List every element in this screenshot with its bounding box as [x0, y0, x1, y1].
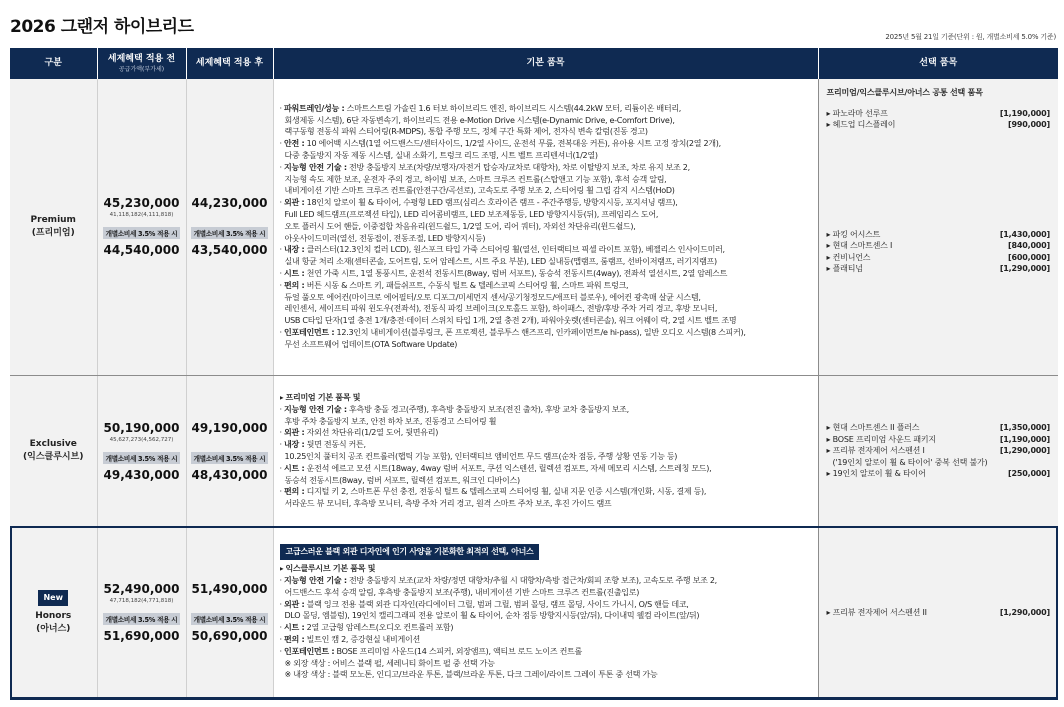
feature-text: 무선 소프트웨어 업데이트(OTA Software Update) — [284, 339, 458, 349]
feature-text: 18인치 알로이 휠 & 타이어, 수평형 LED 램프(심리스 호라이즌 램프 - 주간주행등, 방향지시등, 포지셔닝 램프), — [304, 198, 678, 208]
options-group-2 — [827, 229, 1051, 275]
feature-bullet: · — [279, 599, 285, 609]
tax-35-badge: 개별소비세 3.5% 적용 시 — [191, 613, 269, 625]
feature-text: 전방 충돌방지 보조(차량/보행자/자전거 탑승자/교차로 대향차), 차로 이탈방지 보조, 차로 유지 보조 2, — [346, 162, 690, 172]
trim-name-exclusive — [10, 375, 97, 527]
feature-line — [280, 197, 816, 209]
feature-bullet: · — [279, 269, 285, 279]
new-badge: New — [38, 590, 68, 606]
feature-text: 지능형 속도 제한 보조, 운전자 주의 경고, 하이빔 보조, 스마트 크루즈 컨트롤(스탑앤고 기능 포함), 후석 승객 알림, — [284, 174, 667, 184]
feature-category: 외관 : — [284, 428, 305, 438]
feature-text: 뒷면 전동식 커튼, — [304, 440, 366, 450]
feature-text: 운전석 에르고 모션 시트(18way, 4way 럼버 서포트, 쿠션 익스텐션, 릴렉션 컴포트, 자세 메모리 시스템, 스트레칭 모드), — [304, 463, 712, 473]
feature-line — [280, 280, 816, 292]
tax-35-badge: 개별소비세 3.5% 적용 시 — [191, 452, 269, 464]
feature-category: 지능형 안전 기술 : — [284, 162, 347, 172]
features-honors — [273, 527, 818, 699]
feature-text: 스마트스트림 가솔린 1.6 터보 하이브리드 엔진, 하이브리드 시스템(44.2kW 모터, 리튬이온 배터리, — [344, 103, 682, 113]
feature-category: 익스클루시브 기본 품목 및 — [285, 564, 376, 574]
option-name: ▸ BOSE 프리미엄 사운드 패키지 — [826, 434, 936, 444]
feature-bullet: ▸ — [279, 393, 286, 403]
price-before-35-value: 49,430,000 — [103, 467, 180, 482]
feature-text: 2열 고급형 암레스트(오디오 컨트롤러 포함) — [304, 623, 454, 633]
feature-line — [280, 563, 816, 575]
header-after-tax: 세제혜택 적용 후 — [186, 48, 273, 79]
feature-line — [280, 185, 816, 197]
feature-line — [280, 315, 816, 327]
feature-text: 회생제동 시스템), 6단 자동변속기, 하이브리드 전용 e-Motion Drive 시스템(e-Dynamic Drive, e-Comfort Drive), — [284, 115, 675, 125]
option-name: ▸ 파노라마 선루프 — [826, 109, 888, 118]
price-before-value: 45,230,000 — [103, 196, 180, 211]
feature-category: 시트 : — [284, 623, 305, 633]
feature-line — [280, 209, 816, 221]
feature-text: 후방 주차 충돌방지 보조, 안전 하차 보조, 진동경고 스티어링 휠 — [284, 416, 497, 426]
feature-text: 10.25인치 풀터치 공조 컨트롤러(햅틱 기능 포함), 인터랙티브 앰비언트 무드 램프(순차 점등, 주행 상황 연동 기능 등) — [284, 452, 678, 461]
feature-text: 듀얼 풀오토 에어컨(마이크로 에어필터/오토 디포그/미세먼지 센서/공기청정모드/애프터 블로우), 에어컨 광촉매 살균 시스템, — [284, 292, 701, 302]
options-exclusive — [818, 375, 1058, 527]
feature-bullet: · — [279, 428, 285, 438]
option-item — [827, 229, 1051, 240]
feature-line — [280, 174, 816, 186]
feature-text: 블랙 잉크 전용 블랙 외관 디자인(라디에이터 그릴, 범퍼 그릴, 범퍼 몰딩, 램프 몰딩, 사이드 가니시, O/S 핸들 데코, — [304, 599, 689, 609]
page-title: 2026 그랜저 하이브리드 — [10, 17, 194, 37]
feature-category: 인포테인먼트 : — [284, 328, 335, 338]
header-options: 선택 품목 — [818, 48, 1058, 79]
feature-bullet: · — [279, 245, 285, 255]
table-header-row — [10, 48, 1058, 79]
feature-bullet: · — [279, 487, 285, 497]
feature-category: 지능형 안전 기술 : — [284, 404, 347, 414]
price-after-35-value: 50,690,000 — [191, 629, 268, 644]
option-price: [1,350,000] — [999, 423, 1050, 433]
feature-line — [280, 599, 816, 611]
feature-text: USB C타입 단자(1열 충전 1개/충전·데이터 스위치 타입 1개, 2열 충전 2개), 파워아웃렛(센터콘솔), 워크 어웨이 락, 2열 시트 벨트 조명 — [284, 316, 737, 326]
option-price: [1,290,000] — [999, 446, 1050, 456]
feature-line — [280, 138, 816, 150]
trim-name-kr: (프리미엄) — [31, 227, 75, 238]
feature-line — [280, 669, 816, 681]
feature-line — [280, 233, 816, 245]
common-options-heading: 프리미엄/익스클루시브/아너스 공통 선택 품목 — [826, 88, 983, 97]
price-before-exclusive — [97, 375, 186, 527]
feature-category: 시트 : — [284, 269, 305, 279]
supply-price: 41,118,182(4,111,818) — [109, 212, 174, 219]
feature-line — [280, 439, 816, 451]
price-before-value: 52,490,000 — [103, 582, 180, 597]
feature-category: 프리미엄 기본 품목 및 — [285, 393, 361, 403]
price-after-honors — [186, 527, 273, 699]
feature-bullet: · — [279, 463, 285, 473]
feature-bullet: · — [279, 280, 285, 290]
option-price: [1,190,000] — [999, 434, 1050, 444]
feature-text: 레인센서, 세이프티 파워 윈도우(전좌석), 전동식 파킹 브레이크(오토홀드 포함), 하이패스, 전방/후방 주차 거리 경고, 후방 모니터, — [284, 304, 718, 314]
trim-row-exclusive — [10, 375, 1058, 527]
trim-name-kr: (아너스) — [36, 623, 71, 634]
feature-bullet: · — [279, 103, 285, 113]
feature-text: 오토 플러시 도어 핸들, 이중접합 차음유리(윈드쉴드, 1/2열 도어, 리어 쿼터), 자외선 차단유리(윈드쉴드), — [284, 221, 636, 231]
option-price: [600,000] — [1008, 252, 1050, 262]
feature-line — [280, 475, 816, 487]
feature-line — [280, 498, 816, 510]
price-after-premium — [186, 79, 273, 375]
feature-bullet: · — [279, 623, 285, 633]
option-name: ▸ 19인치 알로이 휠 & 타이어 — [826, 469, 926, 479]
feature-category: 시트 : — [284, 463, 305, 473]
feature-line — [280, 103, 816, 115]
option-name: ('19인치 알로이 휠 & 타이어' 중복 선택 불가) — [832, 457, 988, 467]
feature-bullet: · — [279, 440, 285, 450]
trim-name-honors — [10, 527, 97, 699]
feature-category: 내장 : — [284, 440, 305, 450]
feature-category: 편의 : — [284, 280, 305, 290]
options-premium — [818, 79, 1058, 375]
feature-line — [280, 256, 816, 268]
price-after-35-value: 48,430,000 — [191, 467, 268, 482]
features-premium — [273, 79, 818, 375]
feature-line — [280, 150, 816, 162]
option-price: [1,430,000] — [999, 229, 1050, 239]
feature-bullet: · — [279, 646, 285, 656]
tax-35-badge: 개별소비세 3.5% 적용 시 — [103, 613, 181, 625]
feature-text: 랙구동형 전동식 파워 스티어링(R-MDPS), 통합 주행 모드, 정체 구간 특화 제어, 전자식 변속 칼럼(진동 경고) — [284, 127, 648, 137]
option-item — [827, 252, 1051, 263]
feature-line — [280, 126, 816, 138]
feature-line — [280, 221, 816, 233]
option-price: [840,000] — [1008, 241, 1050, 251]
option-price: [1,190,000] — [999, 109, 1050, 118]
price-before-premium — [97, 79, 186, 375]
header-before-tax — [97, 48, 186, 79]
tax-35-badge: 개별소비세 3.5% 적용 시 — [191, 227, 269, 239]
feature-line — [280, 587, 816, 599]
feature-line — [280, 162, 816, 174]
tax-35-badge: 개별소비세 3.5% 적용 시 — [103, 227, 181, 239]
feature-bullet: ▸ — [279, 564, 286, 574]
option-name: ▸ 프리뷰 전자제어 서스펜션 II — [826, 608, 927, 618]
trim-row-honors — [10, 527, 1058, 699]
price-before-value: 50,190,000 — [103, 420, 180, 435]
feature-bullet: · — [279, 634, 285, 644]
price-before-honors — [97, 527, 186, 699]
feature-text: 서라운드 뷰 모니터, 후측방 모니터, 측방 주차 거리 경고, 원격 스마트 주차 보조, 후진 가이드 램프 — [284, 499, 612, 509]
feature-bullet: · — [279, 139, 285, 149]
price-before-35-value: 51,690,000 — [103, 629, 180, 644]
feature-text: 12.3인치 내비게이션(블루링크, 폰 프로젝션, 블루투스 핸즈프리, 인카페이먼트/e hi-pass), 일반 오디오 시스템(8 스피커), — [334, 328, 746, 338]
feature-text: ※ 내장 색상 : 블랙 모노톤, 인디고/브라운 투톤, 블랙/브라운 투톤, 다크 그레이/라이트 그레이 투톤 중 선택 가능 — [284, 670, 658, 680]
feature-category: 편의 : — [284, 634, 305, 644]
feature-category: 편의 : — [284, 487, 305, 497]
feature-line — [280, 658, 816, 670]
option-name: ▸ 파킹 어시스트 — [826, 229, 881, 239]
feature-line — [280, 404, 816, 416]
option-price: [250,000] — [1008, 469, 1050, 479]
feature-text: 내비게이션 기반 스마트 크루즈 컨트롤(안전구간/곡선로), 고속도로 주행 보조 2, 스티어링 휠 그립 감지 시스템(HoD) — [284, 186, 675, 196]
option-name: ▸ 현대 스마트센스 I — [826, 241, 893, 251]
supply-price: 45,627,273(4,562,727) — [109, 436, 174, 443]
tax-35-badge: 개별소비세 3.5% 적용 시 — [103, 452, 181, 464]
feature-text: 어드밴스드 후석 승객 알림, 후측방 충돌방지 보조(주행), 내비게이션 기반 스마트 크루즈 컨트롤(진출입로) — [284, 587, 640, 597]
option-item — [827, 422, 1051, 433]
feature-category: 인포테인먼트 : — [284, 646, 335, 656]
feature-line — [280, 115, 816, 127]
feature-line — [280, 634, 816, 646]
feature-line — [280, 486, 816, 498]
feature-line — [280, 575, 816, 587]
feature-line — [280, 392, 816, 404]
option-item — [827, 240, 1051, 251]
feature-category: 외관 : — [284, 198, 305, 208]
option-item — [827, 263, 1051, 274]
option-name: ▸ 현대 스마트센스 II 플러스 — [826, 423, 920, 433]
feature-line — [280, 622, 816, 634]
feature-bullet: · — [279, 162, 285, 172]
features-exclusive — [273, 375, 818, 527]
feature-bullet: · — [279, 198, 285, 208]
trim-name-kr: (익스클루시브) — [23, 452, 84, 462]
option-price: [1,290,000] — [999, 264, 1050, 274]
option-name: ▸ 프리뷰 전자제어 서스펜션 I — [826, 446, 925, 456]
feature-text: 다중 충돌방지 자동 제동 시스템, 실내 소화기, 트렁크 리드 조명, 시트 벨트 프리텐셔너(1/2열) — [284, 151, 598, 161]
trim-row-premium — [10, 79, 1058, 375]
header-before-sub: 공급가액(부가세) — [118, 65, 165, 73]
feature-text: 빌트인 캠 2, 증강현실 내비게이션 — [304, 634, 420, 644]
trim-name-en: Premium — [30, 214, 76, 225]
honors-feature-list — [280, 563, 816, 681]
options-group-1 — [827, 108, 1051, 131]
trim-name-en: Exclusive — [29, 438, 77, 449]
option-price: [1,290,000] — [999, 608, 1050, 618]
feature-text: ※ 외장 색상 : 어비스 블랙 펄, 세레니티 화이트 펄 중 선택 가능 — [284, 658, 495, 668]
feature-category: 내장 : — [284, 245, 305, 255]
option-item — [827, 468, 1051, 479]
price-after-value: 44,230,000 — [191, 196, 268, 211]
feature-bullet: · — [279, 328, 285, 338]
feature-line — [280, 451, 816, 463]
feature-line — [280, 268, 816, 280]
supply-price: 47,718,182(4,771,818) — [109, 598, 174, 605]
feature-line — [280, 327, 816, 339]
price-basis-note: 2025년 5월 21일 기준(단위 : 원, 개별소비세 5.0% 기준) — [885, 33, 1056, 41]
honors-highlight-banner: 고급스러운 블랙 외관 디자인에 인기 사양을 기본화한 최적의 선택, 아너스 — [280, 544, 540, 560]
feature-text: 10 에어백 시스템(1열 어드밴스드/센터사이드, 1/2열 사이드, 운전석 무릎, 전복대응 커튼), 유아용 시트 고정 장치(2열 2개), — [304, 139, 721, 149]
feature-text: 후측방 충돌 경고(주행), 후측방 충돌방지 보조(전진 출차), 후방 교차 충돌방지 보조, — [346, 404, 629, 414]
feature-text: 동승석 전동시트(8way, 럼버 서포트, 릴렉션 컴포트, 워크인 디바이스) — [284, 475, 520, 485]
option-name: ▸ 플래티넘 — [826, 264, 863, 274]
feature-line — [280, 463, 816, 475]
feature-text: DLO 몰딩, 엠블럼), 19인치 캘리그래피 전용 알로이 휠 & 타이어, 순차 점등 방향지시등(앞/뒤), 다이내믹 웰컴 라이트(앞/뒤) — [284, 611, 700, 621]
price-after-value: 51,490,000 — [191, 582, 268, 597]
feature-line — [280, 339, 816, 351]
header-category: 구분 — [10, 48, 97, 79]
feature-category: 지능형 안전 기술 : — [284, 575, 347, 585]
feature-line — [280, 610, 816, 622]
option-item — [827, 445, 1051, 456]
feature-category: 안전 : — [284, 139, 305, 149]
feature-category: 외관 : — [284, 599, 305, 609]
feature-text: 아웃사이드미러(열선, 전동접이, 전동조절, LED 방향지시등) — [284, 233, 486, 243]
feature-line — [280, 292, 816, 304]
option-item — [827, 457, 1051, 468]
header-before-label: 세제혜택 적용 전 — [107, 54, 176, 64]
option-name: ▸ 헤드업 디스플레이 — [826, 120, 896, 130]
trim-name-en: Honors — [35, 610, 72, 621]
price-after-exclusive — [186, 375, 273, 527]
feature-line — [280, 646, 816, 658]
feature-text: 전방 충돌방지 보조(교차 차량/정면 대향차/추월 시 대향차/측방 접근차/회피 조향 보조), 고속도로 주행 보조 2, — [346, 575, 717, 585]
feature-text: 실내 항균 처리 소재(센터콘솔, 도어트림, 도어 암레스트, 시트 주요 부분), LED 실내등(맵램프, 룸램프, 선바이저램프, 러기지램프) — [284, 257, 717, 267]
feature-category: 파워트레인/성능 : — [284, 103, 345, 113]
feature-text: 버튼 시동 & 스마트 키, 패들쉬프트, 수동식 틸트 & 텔레스코픽 스티어링 휠, 스마트 파워 트렁크, — [304, 280, 629, 290]
option-item — [827, 108, 1051, 119]
price-after-35-value: 43,540,000 — [191, 243, 268, 258]
feature-text: Full LED 헤드램프(프로젝션 타입), LED 리어콤비램프, LED 보조제동등, LED 방향지시등(뒤), 프레임리스 도어, — [284, 210, 659, 220]
feature-line — [280, 303, 816, 315]
feature-bullet: · — [279, 575, 285, 585]
feature-text: 클러스터(12.3인치 컬러 LCD), 원스포크 타입 가죽 스티어링 휠(열선, 인터랙티브 픽셀 라이트 포함), 베젤리스 인사이드미러, — [304, 245, 725, 255]
options-honors — [818, 527, 1058, 699]
option-item — [827, 119, 1051, 130]
feature-line — [280, 427, 816, 439]
option-item — [827, 607, 1051, 618]
feature-line — [280, 416, 816, 428]
feature-text: 자외선 차단유리(1/2열 도어, 뒷면유리) — [304, 428, 439, 438]
option-price: [990,000] — [1008, 120, 1050, 130]
feature-text: 디지털 키 2, 스마트폰 무선 충전, 전동식 틸트 & 텔레스코픽 스티어링 휠, 실내 지문 인증 시스템(개인화, 시동, 결제 등), — [304, 487, 707, 497]
option-item — [827, 434, 1051, 445]
feature-text: BOSE 프리미엄 사운드(14 스피커, 외장앰프), 액티브 로드 노이즈 컨트롤 — [334, 646, 582, 656]
price-table — [10, 48, 1058, 700]
feature-line — [280, 244, 816, 256]
feature-text: 천연 가죽 시트, 1열 통풍시트, 운전석 전동시트(8way, 럼버 서포트), 동승석 전동시트(4way), 전좌석 열선시트, 2열 암레스트 — [304, 269, 728, 279]
trim-name-premium — [10, 79, 97, 375]
option-name: ▸ 컨비니언스 — [826, 252, 871, 262]
price-before-35-value: 44,540,000 — [103, 243, 180, 258]
header-features: 기본 품목 — [273, 48, 818, 79]
feature-bullet: · — [279, 404, 285, 414]
price-after-value: 49,190,000 — [191, 420, 268, 435]
